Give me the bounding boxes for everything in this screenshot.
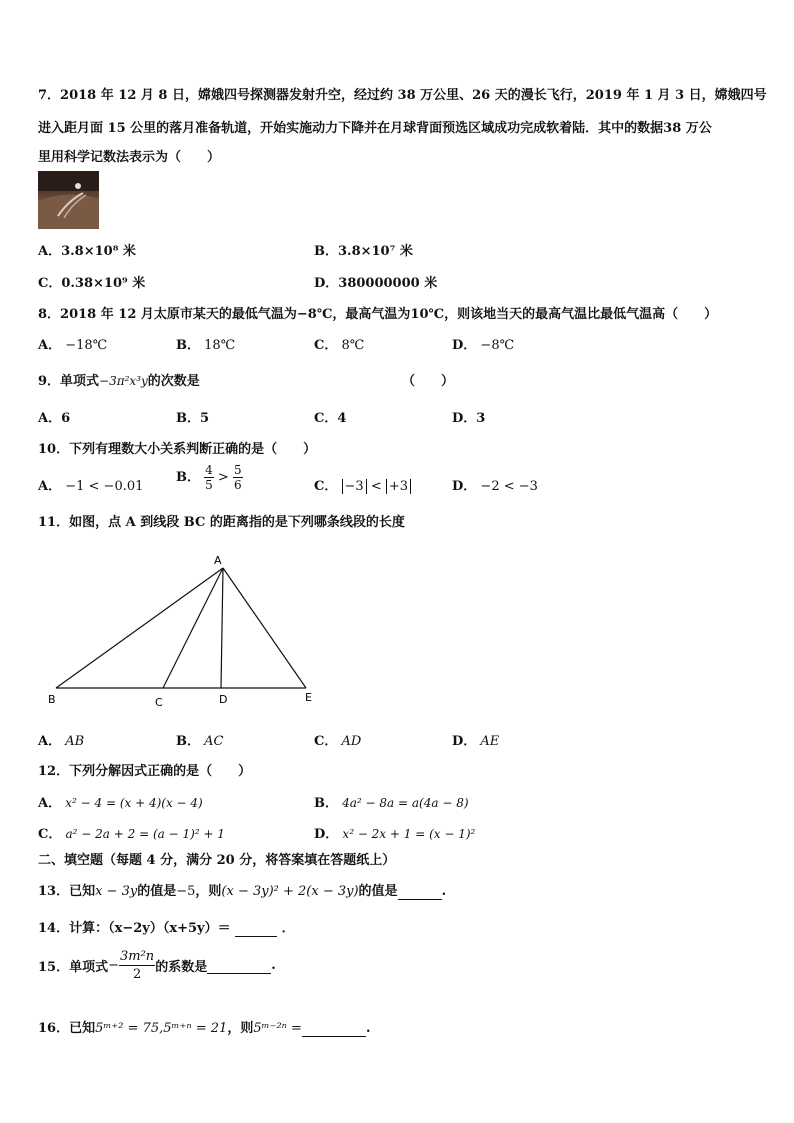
q8-stem: 8．2018 年 12 月太原市某天的最低气温为−8℃，最高气温为10℃，则该地当天的最高气温比最低气温高（ ）: [38, 307, 718, 322]
q14-answer-blank[interactable]: [235, 921, 277, 937]
q9-option-c[interactable]: C．4: [314, 411, 347, 426]
q7-line1: 7．2018 年 12 月 8 日，嫦娥四号探测器发射升空，经过约 38 万公里、26 天的漫长飞行，2019 年 1 月 3 日，嫦娥四号: [38, 88, 767, 103]
q11-stem: 11．如图，点 A 到线段 BC 的距离指的是下列哪条线段的长度: [38, 515, 405, 530]
q9-option-a[interactable]: A．6: [38, 411, 71, 426]
label-c: C: [155, 696, 163, 709]
q9-paren: （ ）: [402, 374, 455, 389]
q7-line3: 里用科学记数法表示为（ ）: [38, 150, 221, 165]
label-d: D: [219, 693, 228, 706]
q9-option-b[interactable]: B．5: [176, 411, 210, 426]
section-2-heading: 二、填空题（每题 4 分，满分 20 分，将答案填在答题纸上）: [38, 853, 396, 868]
q11-option-b[interactable]: B． AC: [176, 734, 224, 749]
q12-option-a[interactable]: A． x² − 4 = (x + 4)(x − 4): [38, 796, 203, 811]
q9-stem: 9．单项式−3π²x³y的次数是: [38, 374, 200, 389]
q11-option-d[interactable]: D． AE: [452, 734, 500, 749]
q11-option-a[interactable]: A． AB: [38, 734, 85, 749]
q8-option-b[interactable]: B． 18℃: [176, 338, 236, 353]
q7-option-c[interactable]: C．0.38×10⁹ 米: [38, 276, 146, 291]
segment-ac: [163, 568, 223, 688]
q7-option-b[interactable]: B．3.8×10⁷ 米: [314, 244, 413, 259]
q12-stem: 12．下列分解因式正确的是（ ）: [38, 764, 252, 779]
q9-option-d[interactable]: D．3: [452, 411, 486, 426]
q10-option-c[interactable]: C． −3 < +3: [314, 475, 411, 494]
q7-line2: 进入距月面 15 公里的落月准备轨道，开始实施动力下降并在月球背面预选区域成功完成软着陆．其中的数据38 万公: [38, 121, 712, 136]
q13: 13．已知x − 3y的值是−5，则(x − 3y)² + 2(x − 3y)的值是 .: [38, 884, 447, 899]
q12-option-d[interactable]: D． x² − 2x + 1 = (x − 1)²: [314, 827, 476, 842]
q10-option-b[interactable]: B． $\frac{4}{5}$ > $\frac{5}{6}$: [176, 463, 242, 492]
segment-ab: [56, 568, 223, 688]
q12-option-c[interactable]: C． a² − 2a + 2 = (a − 1)² + 1: [38, 827, 225, 842]
q16: 16．已知5ᵐ⁺² = 75,5ᵐ⁺ⁿ = 21，则5ᵐ⁻²ⁿ = .: [38, 1021, 371, 1036]
q10-option-a[interactable]: A． −1 < −0.01: [38, 479, 144, 494]
q10-stem: 10．下列有理数大小关系判断正确的是（ ）: [38, 442, 317, 457]
label-b: B: [48, 693, 56, 706]
segment-ae: [223, 568, 306, 688]
triangle-figure: [40, 550, 340, 710]
q7-option-a[interactable]: A．3.8×10⁸ 米: [38, 244, 136, 259]
q16-answer-blank[interactable]: [302, 1021, 366, 1037]
q8-option-c[interactable]: C． 8℃: [314, 338, 365, 353]
label-e: E: [305, 691, 312, 704]
rover-photo: [38, 171, 99, 229]
q14: 14．计算：（x−2y）（x+5y）＝ ．: [38, 921, 295, 936]
q7-option-d[interactable]: D．380000000 米: [314, 276, 438, 291]
q10-option-d[interactable]: D． −2 < −3: [452, 479, 538, 494]
q15: 15．单项式− $\frac{\text{3m²n}}{2}$ 的系数是 .: [38, 949, 276, 982]
q13-answer-blank[interactable]: [398, 884, 442, 900]
q8-option-a[interactable]: A． −18℃: [38, 338, 108, 353]
q11-option-c[interactable]: C． AD: [314, 734, 362, 749]
label-a: A: [214, 554, 222, 567]
q15-answer-blank[interactable]: [207, 958, 271, 974]
segment-ad: [221, 568, 223, 688]
q12-option-b[interactable]: B． 4a² − 8a = a(4a − 8): [314, 796, 469, 811]
q8-option-d[interactable]: D． −8℃: [452, 338, 515, 353]
